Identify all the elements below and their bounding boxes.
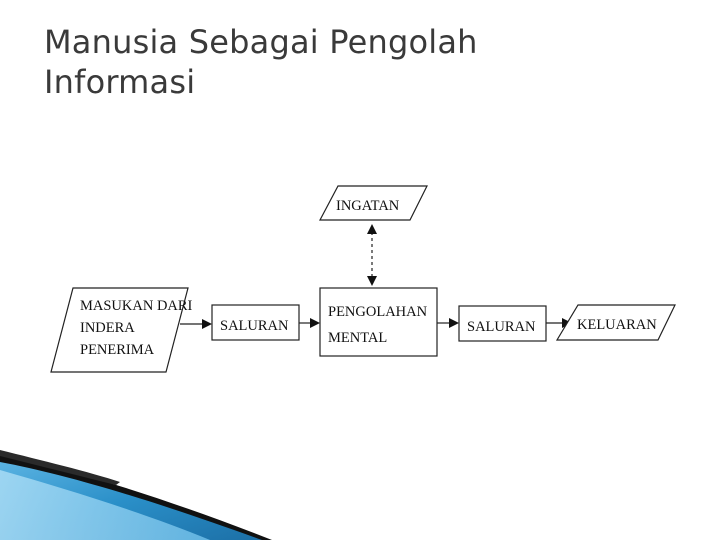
- output-node: [557, 305, 675, 340]
- output-label: KELUARAN: [577, 317, 657, 333]
- memory-node: [320, 186, 427, 220]
- arrow-processing-to-channel-2: [437, 318, 459, 328]
- decorative-swoosh: [0, 450, 272, 540]
- memory-processing-arrow: [367, 224, 377, 286]
- processing-label-line-1: PENGOLAHAN: [328, 304, 428, 320]
- input-label-line-2: INDERA: [80, 320, 135, 336]
- channel-1-node: [212, 305, 299, 340]
- channel-2-label: SALURAN: [467, 319, 536, 335]
- input-label-line-3: PENERIMA: [80, 342, 155, 358]
- input-node: [51, 288, 193, 372]
- processing-label-line-2: MENTAL: [328, 330, 388, 346]
- memory-label: INGATAN: [336, 198, 400, 214]
- processing-node: [320, 288, 437, 356]
- channel-2-node: [459, 306, 546, 341]
- title-line-1: Manusia Sebagai Pengolah: [44, 23, 478, 61]
- channel-1-label: SALURAN: [220, 318, 289, 334]
- arrow-input-to-channel-1: [180, 319, 212, 329]
- title-line-2: Informasi: [44, 63, 196, 101]
- input-label-line-1: MASUKAN DARI: [80, 298, 193, 314]
- arrow-channel-1-to-processing: [299, 318, 320, 328]
